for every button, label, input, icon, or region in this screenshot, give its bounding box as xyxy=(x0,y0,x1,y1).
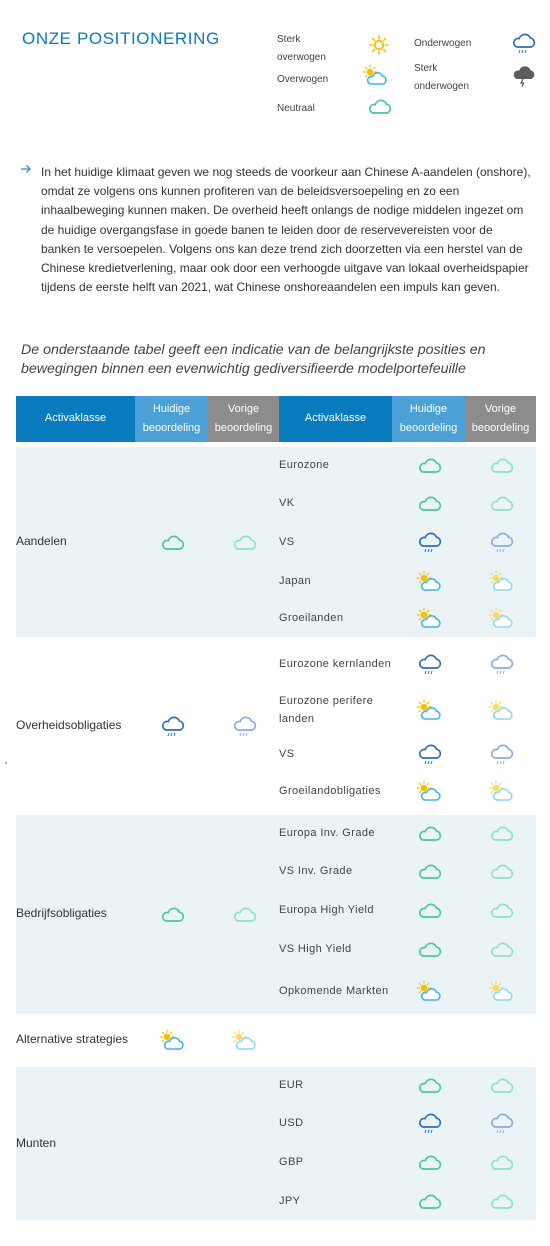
group-alternative-strategies xyxy=(16,1016,536,1064)
current-rating-icon xyxy=(392,734,465,773)
current-rating-icon xyxy=(392,1181,465,1220)
table-row xyxy=(16,444,536,483)
sub-class-name: VS xyxy=(279,734,392,773)
previous-rating-icon xyxy=(465,812,536,851)
previous-rating-icon xyxy=(465,1064,536,1103)
current-rating-icon xyxy=(135,1016,208,1064)
group-bedrijfsobligaties xyxy=(16,812,536,1016)
previous-rating-icon xyxy=(465,639,536,686)
previous-rating-icon xyxy=(465,444,536,483)
previous-rating-icon xyxy=(465,773,536,812)
page-title: ONZE POSITIONERING xyxy=(22,29,220,48)
previous-rating-icon xyxy=(465,1181,536,1220)
empty-cell xyxy=(392,1016,465,1064)
sub-class-name: Europa Inv. Grade xyxy=(279,812,392,851)
previous-rating-icon xyxy=(465,686,536,734)
sub-class-name: JPY xyxy=(279,1181,392,1220)
current-rating-icon xyxy=(392,1103,465,1142)
sub-class-name: Europa High Yield xyxy=(279,890,392,929)
current-rating-icon xyxy=(392,929,465,968)
legend-label-sterk-onderwogen: Sterk onderwogen xyxy=(414,63,470,92)
stray-dot xyxy=(5,762,7,764)
sub-class-name: VS xyxy=(279,522,392,561)
header-vorige-beoordeling: Vorige beoordeling xyxy=(208,396,279,444)
current-rating-icon xyxy=(392,1064,465,1103)
asset-class-name: Munten xyxy=(16,1064,135,1220)
current-rating-icon xyxy=(392,561,465,600)
sub-class-name: Eurozone xyxy=(279,444,392,483)
empty-cell xyxy=(135,1064,208,1220)
sub-class-name: Opkomende Markten xyxy=(279,968,392,1016)
header-vorige-beoordeling-sub: Vorige beoordeling xyxy=(465,396,536,444)
current-rating-icon xyxy=(392,851,465,890)
previous-rating-icon xyxy=(465,600,536,639)
current-rating-icon xyxy=(392,444,465,483)
previous-rating-icon xyxy=(465,890,536,929)
arrow-right-icon xyxy=(20,163,32,175)
previous-rating-icon xyxy=(465,851,536,890)
current-rating-icon xyxy=(392,600,465,639)
empty-cell xyxy=(465,1016,536,1064)
current-rating-icon xyxy=(392,812,465,851)
sub-class-name: Eurozone kernlanden xyxy=(279,639,392,686)
previous-rating-icon xyxy=(208,444,279,639)
table-row xyxy=(16,1016,536,1064)
sub-class-name: Groeilandobligaties xyxy=(279,773,392,812)
previous-rating-icon xyxy=(465,734,536,773)
legend-label-overwogen: Overwogen xyxy=(277,74,329,85)
current-rating-icon xyxy=(135,639,208,812)
current-rating-icon xyxy=(392,1142,465,1181)
previous-rating-icon xyxy=(208,1016,279,1064)
rain-cloud-icon xyxy=(510,31,536,55)
group-munten xyxy=(16,1064,536,1220)
sub-class-name: VS Inv. Grade xyxy=(279,851,392,890)
header-activaklasse: Activaklasse xyxy=(16,396,135,444)
previous-rating-icon xyxy=(208,639,279,812)
table-row xyxy=(16,1064,536,1103)
current-rating-icon xyxy=(135,444,208,639)
header-huidige-beoordeling-sub: Huidige beoordeling xyxy=(392,396,465,444)
current-rating-icon xyxy=(392,968,465,1016)
group-overheidsobligaties xyxy=(16,639,536,812)
sub-class-name: USD xyxy=(279,1103,392,1142)
current-rating-icon xyxy=(392,522,465,561)
sun-icon xyxy=(366,33,392,57)
sub-class-name: GBP xyxy=(279,1142,392,1181)
asset-class-name: Alternative strategies xyxy=(16,1016,135,1064)
previous-rating-icon xyxy=(465,1142,536,1181)
sub-class-name: VK xyxy=(279,483,392,522)
current-rating-icon xyxy=(392,686,465,734)
legend-label-sterk-overwogen: Sterk overwogen xyxy=(277,34,326,63)
sub-class-name: Japan xyxy=(279,561,392,600)
asset-class-name: Overheidsobligaties xyxy=(16,639,135,812)
sub-class-name: VS High Yield xyxy=(279,929,392,968)
header-activaklasse-sub: Activaklasse xyxy=(279,396,392,444)
thunderstorm-icon xyxy=(510,63,536,87)
previous-rating-icon xyxy=(465,1103,536,1142)
sub-class-name: EUR xyxy=(279,1064,392,1103)
legend-label-neutraal: Neutraal xyxy=(277,103,315,114)
asset-class-name: Aandelen xyxy=(16,444,135,639)
positioning-table xyxy=(16,396,536,1220)
previous-rating-icon xyxy=(465,561,536,600)
intro-text: In het huidige klimaat geven we nog steeds de voorkeur aan Chinese A-aandelen (onshore), omdat ze volgens ons kunnen profiteren van de beleidsversoepeling en zo een inhaalbeweging kunnen maken. De overheid heeft onlangs de nodige middelen ingezet om de huidige overgangsfase in goede banen te leiden door de reservevereisten voor de banken te versoepelen. Volgens ons kan deze trend zich doorzetten via een herstel van de Chinese kredietverlening, maar ook door een verhoogde uitgave van lokaal overheidspapier tijdens de eerste helft van 2021, wat Chinese onshoreaandelen een impuls kan geven. xyxy=(41,165,531,295)
current-rating-icon xyxy=(392,639,465,686)
previous-rating-icon xyxy=(465,929,536,968)
table-header-row xyxy=(16,396,536,444)
previous-rating-icon xyxy=(465,968,536,1016)
previous-rating-icon xyxy=(465,483,536,522)
table-row xyxy=(16,812,536,851)
current-rating-icon xyxy=(392,773,465,812)
empty-cell xyxy=(279,1016,392,1064)
asset-class-name: Bedrijfsobligaties xyxy=(16,812,135,1016)
empty-cell xyxy=(208,1064,279,1220)
cloud-icon xyxy=(366,94,392,118)
current-rating-icon xyxy=(135,812,208,1016)
current-rating-icon xyxy=(392,483,465,522)
previous-rating-icon xyxy=(208,812,279,1016)
sun-cloud-icon xyxy=(362,63,388,87)
sub-class-name: Groeilanden xyxy=(279,600,392,639)
previous-rating-icon xyxy=(465,522,536,561)
legend-label-onderwogen: Onderwogen xyxy=(414,38,472,49)
header-huidige-beoordeling: Huidige beoordeling xyxy=(135,396,208,444)
table-caption: De onderstaande tabel geeft een indicatie van de belangrijkste posities en bewegingen binnen een evenwichtig gediversifieerde modelportefeuille xyxy=(21,342,486,377)
sub-class-name: Eurozone perifere landen xyxy=(279,686,392,734)
table-row xyxy=(16,639,536,686)
group-aandelen xyxy=(16,444,536,639)
current-rating-icon xyxy=(392,890,465,929)
